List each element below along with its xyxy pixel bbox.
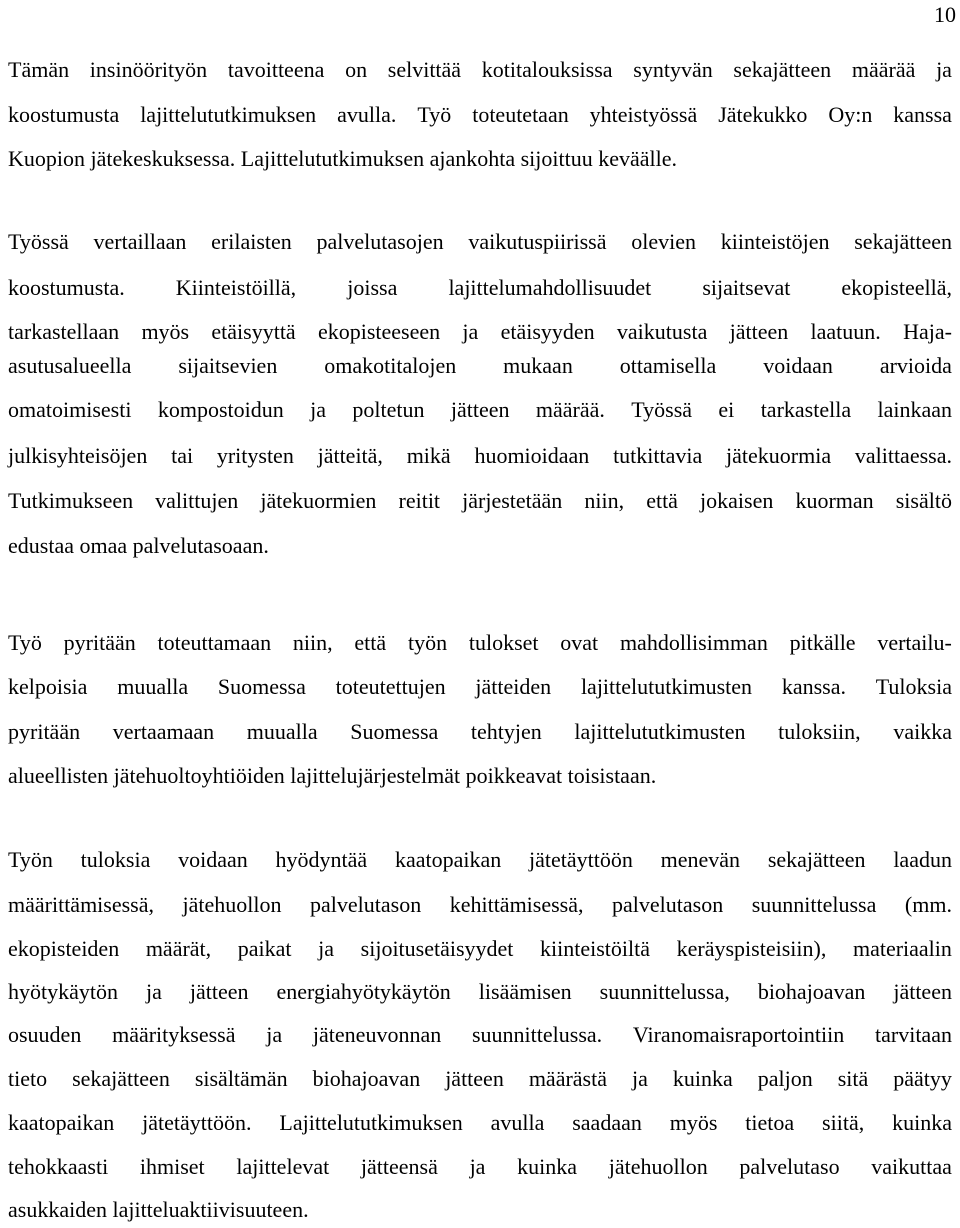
word: toteuttamaan (157, 630, 272, 655)
word: Haja- (903, 319, 952, 344)
word: päätyy (893, 1066, 952, 1091)
word: mukaan (503, 353, 573, 378)
word: Tutkimukseen (8, 488, 134, 513)
text-line (8, 1020, 952, 1050)
word: vaikutusta (616, 319, 708, 344)
word: toteutetaan (472, 102, 569, 127)
word: Oy:n (828, 102, 873, 127)
text-line (8, 227, 952, 257)
word: valittaessa. (854, 443, 952, 468)
word: omakotitalojen (324, 353, 457, 378)
word: jätteen (189, 979, 249, 1004)
word: kaatopaikan (394, 847, 502, 872)
word: Työssä (8, 229, 69, 254)
word: työn (407, 630, 448, 655)
word: pitkälle (789, 630, 856, 655)
word: järjestetään (462, 488, 563, 513)
word: ekopisteiden (8, 936, 120, 961)
word: määrää. (535, 397, 605, 422)
word: hyötykäytön (8, 979, 118, 1004)
word: ja (266, 1022, 283, 1047)
word: lajittelumahdollisuudet (448, 275, 652, 300)
word: menevän (660, 847, 741, 872)
word: insinöörityön (89, 57, 208, 82)
word: osuuden (8, 1022, 82, 1047)
word: vaikutuspiirissä (468, 229, 607, 254)
word: mikä (406, 443, 451, 468)
word: valittujen (155, 488, 239, 513)
word: palvelutasojen (316, 229, 444, 254)
word: kehittämisessä, (449, 892, 584, 917)
word: ekopisteeseen (317, 319, 441, 344)
word: kaatopaikan (8, 1110, 115, 1135)
word: asutusalueella (8, 353, 132, 378)
word: poltetun (352, 397, 425, 422)
word: kuorman (795, 488, 874, 513)
word: avulla. (337, 102, 397, 127)
text-line (8, 977, 952, 1007)
text-line: asukkaiden lajitteluaktiivisuuteen. (8, 1197, 309, 1222)
text-line (8, 55, 952, 85)
word: kiinteistöiltä (540, 936, 651, 961)
word: Suomessa (217, 674, 306, 699)
word: tutkittavia (613, 443, 703, 468)
word: voidaan (178, 847, 248, 872)
word: tehokkaasti (8, 1154, 109, 1179)
word: syntyvän (633, 57, 713, 82)
word: vertaamaan (112, 719, 215, 744)
word: paljon (757, 1066, 813, 1091)
word: tulokset (468, 630, 539, 655)
word: ekopisteellä, (841, 275, 952, 300)
word: selvittää (387, 57, 462, 82)
word: tavoitteena (227, 57, 325, 82)
word: Työn (8, 847, 53, 872)
word: sijaitsevat (702, 275, 791, 300)
word: määrittämisessä, (8, 892, 155, 917)
word: jätteitä, (317, 443, 383, 468)
word: sekajätteen (854, 229, 952, 254)
word: Jätekukko (718, 102, 808, 127)
word: erilaisten (211, 229, 292, 254)
word: yhteistyössä (589, 102, 698, 127)
word: saadaan (572, 1110, 642, 1135)
word: on (345, 57, 368, 82)
word: joissa (347, 275, 398, 300)
word: keräyspisteisiin), (676, 936, 827, 961)
word: etäisyyden (500, 319, 595, 344)
text-line (8, 1108, 952, 1138)
word: tehtyjen (470, 719, 542, 744)
word: jätetäyttöön. (142, 1110, 252, 1135)
word: ja (318, 936, 335, 961)
word: jätteensä (360, 1154, 438, 1179)
word: myös (141, 319, 190, 344)
word: biohajoavan (312, 1066, 421, 1091)
word: palvelutason (612, 892, 724, 917)
text-line (8, 100, 952, 130)
word: suunnittelussa. (471, 1022, 603, 1047)
word: laatuun. (810, 319, 881, 344)
word: vertailu- (877, 630, 952, 655)
word: sitä (837, 1066, 869, 1091)
word: arvioida (879, 353, 952, 378)
word: Viranomaisraportointiin (632, 1022, 845, 1047)
word: laadun (893, 847, 952, 872)
word: ottamisella (619, 353, 717, 378)
word: kuinka (517, 1154, 578, 1179)
word: tietoa (745, 1110, 795, 1135)
word: voidaan (763, 353, 833, 378)
word: Lajittelututkimuksen (279, 1110, 463, 1135)
word: että (354, 630, 387, 655)
word: palvelutaso (739, 1154, 840, 1179)
word: ja (310, 397, 326, 422)
word: huomioidaan (474, 443, 590, 468)
word: myös (669, 1110, 718, 1135)
word: Työ (8, 630, 42, 655)
word: jätteen (445, 1066, 504, 1091)
word: kompostoidun (157, 397, 284, 422)
text-line (8, 273, 952, 303)
word: koostumusta. (8, 275, 125, 300)
word: jätehuollon (608, 1154, 708, 1179)
word: kiinteistöjen (720, 229, 830, 254)
text-line (8, 441, 952, 471)
word: lajittelututkimusten (574, 719, 746, 744)
word: niin, (292, 630, 333, 655)
word: jätteen (893, 979, 952, 1004)
page-number: 10 (934, 2, 956, 27)
word: avulla (490, 1110, 545, 1135)
word: Tämän (8, 57, 70, 82)
word: lisäämisen (478, 979, 572, 1004)
word: määrää (851, 57, 916, 82)
word: pyritään (63, 630, 136, 655)
word: vaikka (893, 719, 952, 744)
word: olevien (631, 229, 696, 254)
word: ja (631, 1066, 648, 1091)
text-line (8, 890, 952, 920)
word: jätteen (450, 397, 510, 422)
word: kuinka (892, 1110, 952, 1135)
word: siitä, (822, 1110, 865, 1135)
word: omatoimisesti (8, 397, 132, 422)
word: jokaisen (700, 488, 774, 513)
word: etäisyyttä (211, 319, 296, 344)
word: sekajätteen (767, 847, 866, 872)
word: kuinka (672, 1066, 733, 1091)
word: muualla (117, 674, 189, 699)
word: tuloksiin, (778, 719, 861, 744)
word: energiahyötykäytön (276, 979, 451, 1004)
word: Kiinteistöillä, (175, 275, 297, 300)
word: tarvitaan (875, 1022, 952, 1047)
word: ihmiset (139, 1154, 205, 1179)
word: Työ (417, 102, 452, 127)
word: jätekuormia (726, 443, 832, 468)
word: määrityksessä (112, 1022, 236, 1047)
text-line: Kuopion jätekeskuksessa. Lajittelututkimuksen ajankohta sijoittuu keväälle. (8, 146, 678, 171)
word: sekajätteen (72, 1066, 170, 1091)
word: materiaalin (852, 936, 952, 961)
word: tarkastella (760, 397, 852, 422)
word: ei (718, 397, 735, 422)
word: Työssä (631, 397, 693, 422)
word: suunnittelussa (751, 892, 877, 917)
word: kelpoisia (8, 674, 88, 699)
word: ja (462, 319, 479, 344)
word: jätekuormien (260, 488, 377, 513)
text-line (8, 1064, 952, 1094)
word: paikat (237, 936, 292, 961)
text-line (8, 672, 952, 702)
word: jätteen (729, 319, 789, 344)
word: lainkaan (877, 397, 952, 422)
word: tarkastellaan (8, 319, 120, 344)
word: ja (469, 1154, 486, 1179)
text-line (8, 845, 952, 875)
word: sisältämän (194, 1066, 288, 1091)
word: ja (145, 979, 162, 1004)
word: suunnittelussa, (599, 979, 730, 1004)
word: Tuloksia (875, 674, 952, 699)
word: ja (936, 57, 952, 82)
text-line (8, 717, 952, 747)
word: Suomessa (350, 719, 439, 744)
word: toteutettujen (335, 674, 446, 699)
word: määrästä (528, 1066, 607, 1091)
word: sekajätteen (733, 57, 832, 82)
text-line (8, 934, 952, 964)
word: muualla (246, 719, 318, 744)
word: kanssa. (781, 674, 846, 699)
text-line (8, 317, 952, 347)
word: mahdollisimman (619, 630, 768, 655)
word: biohajoavan (757, 979, 866, 1004)
word: vertaillaan (93, 229, 187, 254)
word: määrät, (145, 936, 212, 961)
word: hyödyntää (275, 847, 368, 872)
word: tieto (8, 1066, 48, 1091)
word: tai (171, 443, 194, 468)
word: ovat (560, 630, 599, 655)
word: (mm. (904, 892, 952, 917)
text-line: edustaa omaa palvelutasoaan. (8, 533, 269, 558)
word: vaikuttaa (871, 1154, 952, 1179)
word: lajittelututkimuksen (140, 102, 317, 127)
word: jätehuollon (182, 892, 282, 917)
text-line (8, 628, 952, 658)
word: pyritään (8, 719, 81, 744)
word: koostumusta (8, 102, 120, 127)
text-line (8, 351, 952, 381)
word: lajittelevat (236, 1154, 330, 1179)
word: jäteneuvonnan (312, 1022, 442, 1047)
word: reitit (398, 488, 441, 513)
word: yritysten (216, 443, 294, 468)
text-line: alueellisten jätehuoltoyhtiöiden lajittelujärjestelmät poikkeavat toisistaan. (8, 763, 657, 788)
word: sijaitsevien (178, 353, 278, 378)
text-line (8, 486, 952, 516)
word: kotitalouksissa (481, 57, 613, 82)
text-line (8, 1152, 952, 1182)
word: jätteiden (475, 674, 552, 699)
word: kanssa (893, 102, 952, 127)
text-line (8, 395, 952, 425)
word: sijoitusetäisyydet (360, 936, 514, 961)
word: palvelutason (310, 892, 422, 917)
word: julkisyhteisöjen (8, 443, 148, 468)
word: että (646, 488, 678, 513)
word: tuloksia (80, 847, 151, 872)
word: jätetäyttöön (529, 847, 633, 872)
word: sisältö (895, 488, 952, 513)
word: niin, (584, 488, 625, 513)
word: lajittelututkimusten (580, 674, 753, 699)
